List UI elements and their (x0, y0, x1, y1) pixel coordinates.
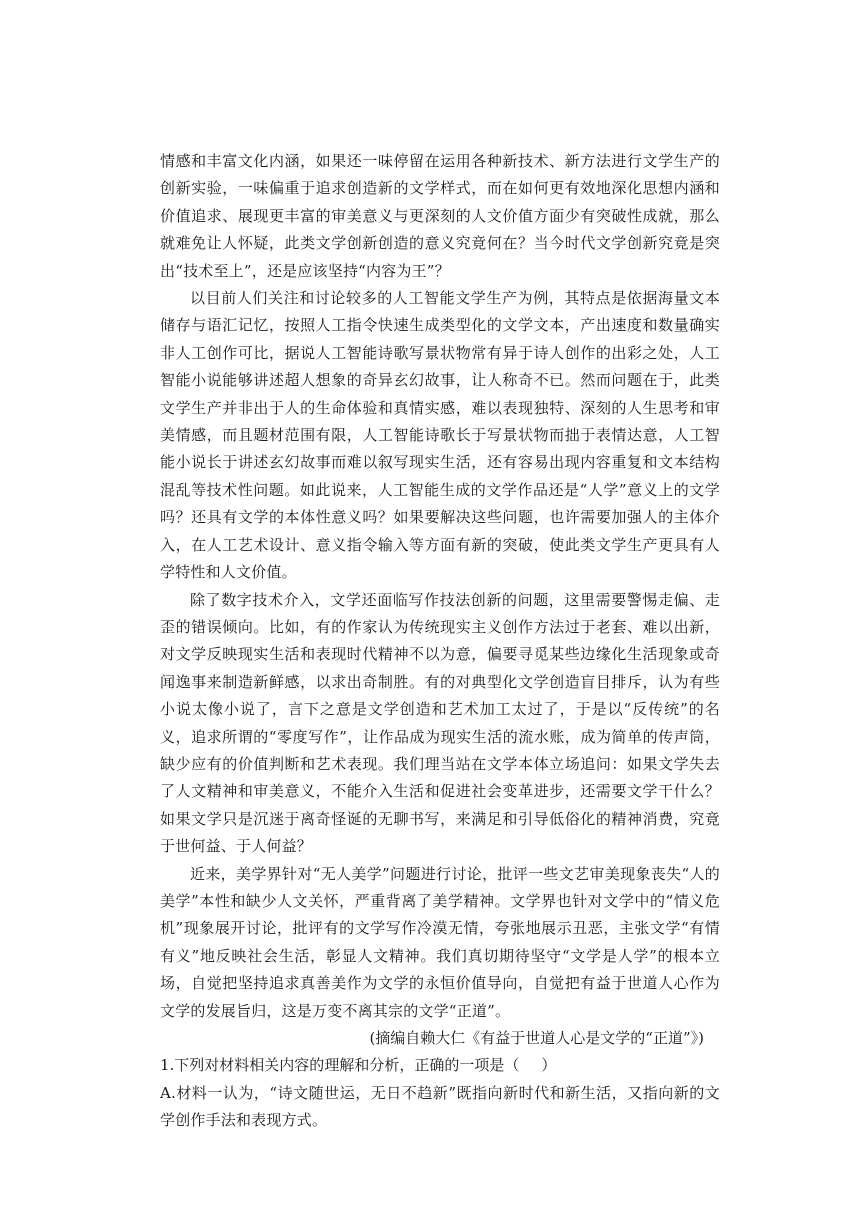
article-paragraph: 情感和丰富文化内涵，如果还一味停留在运用各种新技术、新方法进行文学生产的创新实验，一味偏重于追求创造新的文学样式，而在如何更有效地深化思想内涵和价值追求、展现更丰富的审美意义与更深刻的人文价值方面少有突破性成就，那么就难免让人怀疑，此类文学创新创造的意义究竟何在？当今时代文学创新究竟是突出“技术至上”，还是应该坚持“内容为王”？ (160, 152, 720, 280)
option-a: A.材料一认为，“诗文随世运，无日不趋新”既指向新时代和新生活，又指向新的文学创作手法和表现方式。 (160, 1083, 720, 1130)
article-paragraph: 以目前人们关注和讨论较多的人工智能文学生产为例，其特点是依据海量文本储存与语汇记忆，按照人工指令快速生成类型化的文学文本，产出速度和数量确实非人工创作可比，据说人工智能诗歌写景状物常有异于诗人创作的出彩之处，人工智能小说能够讲述超人想象的奇异玄幻故事，让人称奇不已。然而问题在于，此类文学生产并非出于人的生命体验和真情实感，难以表现独特、深刻的人生思考和审美情感，而且题材范围有限，人工智能诗歌长于写景状物而拙于表情达意，人工智能小说长于讲述玄幻故事而难以叙写现实生活，还有容易出现内容重复和文本结构混乱等技术性问题。如此说来，人工智能生成的文学作品还是“人学”意义上的文学吗？还具有文学的本体性意义吗？如果要解决这些问题，也许需要加强人的主体介入，在人工艺术设计、意义指令输入等方面有新的突破，使此类文学生产更具有人学特性和人文价值。 (160, 289, 720, 582)
question-stem-text: 1.下列对材料相关内容的理解和分析，正确的一项是（ (160, 1056, 520, 1075)
article-source: (摘编自赖大仁《有益于世道人心是文学的“正道”》) (369, 1029, 704, 1047)
article-paragraph: 除了数字技术介入，文学还面临写作技法创新的问题，这里需要警惕走偏、走歪的错误倾向。比如，有的作家认为传统现实主义创作方法过于老套、难以出新，对文学反映现实生活和表现时代精神不以为意，偏要寻觅某些边缘化生活现象或奇闻逸事来制造新鲜感，以求出奇制胜。有的对典型化文学创造盲目排斥，认为有些小说太像小说了，言下之意是文学创造和艺术加工太过了，于是以“反传统”的名义，追求所谓的“零度写作”，让作品成为现实生活的流水账，成为简单的传声筒，缺少应有的价值判断和艺术表现。我们理当站在文学本体立场追问：如果文学失去了人文精神和审美意义，不能介入生活和促进社会变革进步，还需要文学干什么？如果文学只是沉迷于离奇怪诞的无聊书写，来满足和引导低俗化的精神消费，究竟于世何益、于人何益？ (160, 590, 720, 856)
article-paragraph: 近来，美学界针对“无人美学”问题进行讨论，批评一些文艺审美现象丧失“人的美学”本性和缺少人文关怀，严重背离了美学精神。文学界也针对文学中的“情义危机”现象展开讨论，批评有的文学写作冷漠无情，夸张地展示丑恶，主张文学“有情有义”地反映社会生活，彰显人文精神。我们真切期待坚守“文学是人学”的根本立场，自觉把坚持追求真善美作为文学的永恒价值导向，自觉把有益于世道人心作为文学的发展旨归，这是万变不离其宗的文学“正道”。 (160, 864, 720, 1020)
document-page (160, 148, 720, 1135)
question-stem (160, 1052, 720, 1079)
question-stem-close: ） (541, 1056, 557, 1075)
